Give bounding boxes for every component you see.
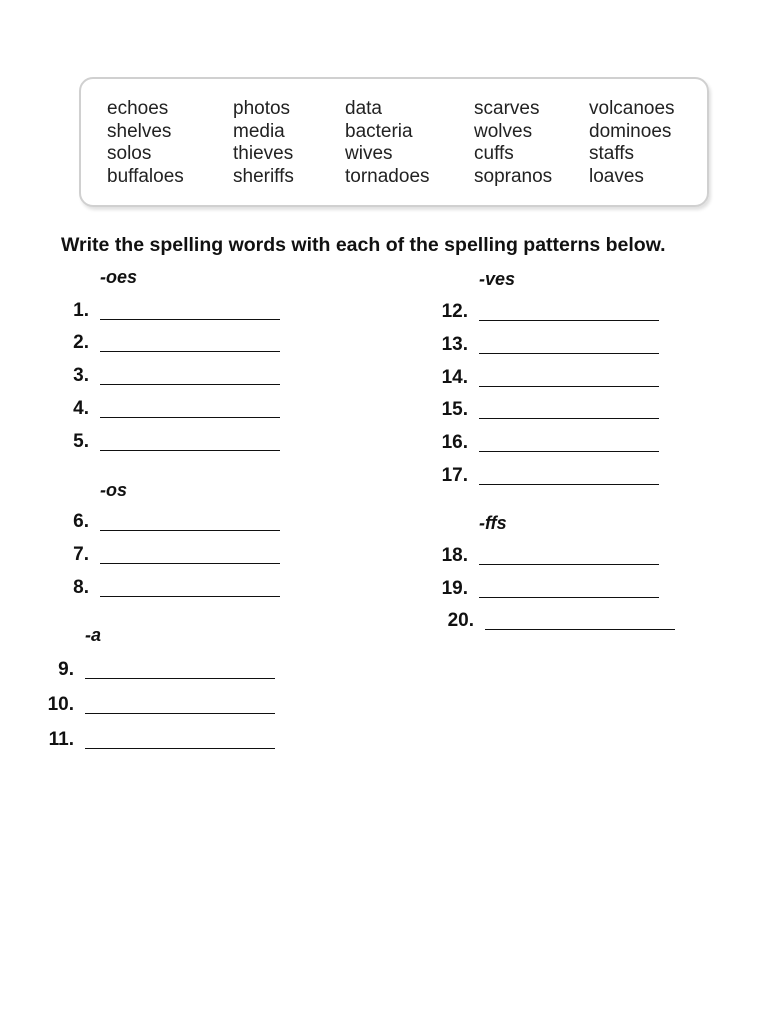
item-number: 11. <box>48 729 74 750</box>
item-number: 9. <box>58 659 74 680</box>
word-bank-word: dominoes <box>589 121 672 142</box>
item-number: 12. <box>441 301 468 322</box>
item-number: 8. <box>73 577 89 598</box>
answer-blank[interactable] <box>100 563 280 564</box>
item-number: 1. <box>73 300 89 321</box>
item-number: 3. <box>73 365 89 386</box>
word-bank-word: cuffs <box>474 143 514 164</box>
item-number: 5. <box>73 431 89 452</box>
answer-blank[interactable] <box>100 596 280 597</box>
pattern-heading-ffs: -ffs <box>479 513 507 533</box>
word-bank-word: thieves <box>233 143 294 164</box>
word-bank-word: staffs <box>589 143 635 164</box>
answer-blank[interactable] <box>479 418 659 419</box>
word-bank-word: buffaloes <box>107 166 184 187</box>
answer-blank[interactable] <box>479 597 659 598</box>
answer-blank[interactable] <box>85 748 275 749</box>
item-number: 2. <box>73 332 89 353</box>
item-number: 15. <box>441 399 468 420</box>
item-number: 7. <box>73 544 89 565</box>
word-bank-word: photos <box>233 98 291 119</box>
word-bank-word: loaves <box>589 166 644 187</box>
pattern-heading-ves: -ves <box>479 269 516 289</box>
instructions-heading: Write the spelling words with each of the spelling patterns below. <box>61 234 666 256</box>
pattern-heading-a: -a <box>85 625 102 645</box>
item-number: 16. <box>441 432 468 453</box>
item-number: 13. <box>441 334 468 355</box>
item-number: 10. <box>47 694 74 715</box>
word-bank-word: volcanoes <box>589 98 675 119</box>
pattern-heading-oes: -oes <box>100 267 138 287</box>
word-bank-word: echoes <box>107 98 169 119</box>
pattern-heading-os: -os <box>100 480 127 500</box>
answer-blank[interactable] <box>100 530 280 531</box>
word-bank-word: shelves <box>107 121 172 142</box>
word-bank-word: bacteria <box>345 121 413 142</box>
word-bank-word: wives <box>345 143 393 164</box>
answer-blank[interactable] <box>479 484 659 485</box>
item-number: 14. <box>441 367 468 388</box>
word-bank-word: scarves <box>474 98 540 119</box>
item-number: 19. <box>441 578 468 599</box>
item-number: 18. <box>441 545 468 566</box>
answer-blank[interactable] <box>479 320 659 321</box>
word-bank-word: wolves <box>474 121 533 142</box>
item-number: 20. <box>447 610 474 631</box>
word-bank-word: data <box>345 98 382 119</box>
answer-blank[interactable] <box>100 319 280 320</box>
answer-blank[interactable] <box>100 351 280 352</box>
answer-blank[interactable] <box>479 451 659 452</box>
answer-blank[interactable] <box>85 678 275 679</box>
word-bank-word: solos <box>107 143 152 164</box>
answer-blank[interactable] <box>100 450 280 451</box>
answer-blank[interactable] <box>485 629 675 630</box>
word-bank-word: sheriffs <box>233 166 294 187</box>
item-number: 4. <box>73 398 89 419</box>
word-bank-word: sopranos <box>474 166 553 187</box>
answer-blank[interactable] <box>479 386 659 387</box>
answer-blank[interactable] <box>479 564 659 565</box>
answer-blank[interactable] <box>479 353 659 354</box>
item-number: 6. <box>73 511 89 532</box>
word-bank-word: tornadoes <box>345 166 430 187</box>
answer-blank[interactable] <box>100 417 280 418</box>
item-number: 17. <box>441 465 468 486</box>
answer-blank[interactable] <box>85 713 275 714</box>
answer-blank[interactable] <box>100 384 280 385</box>
word-bank-word: media <box>233 121 285 142</box>
